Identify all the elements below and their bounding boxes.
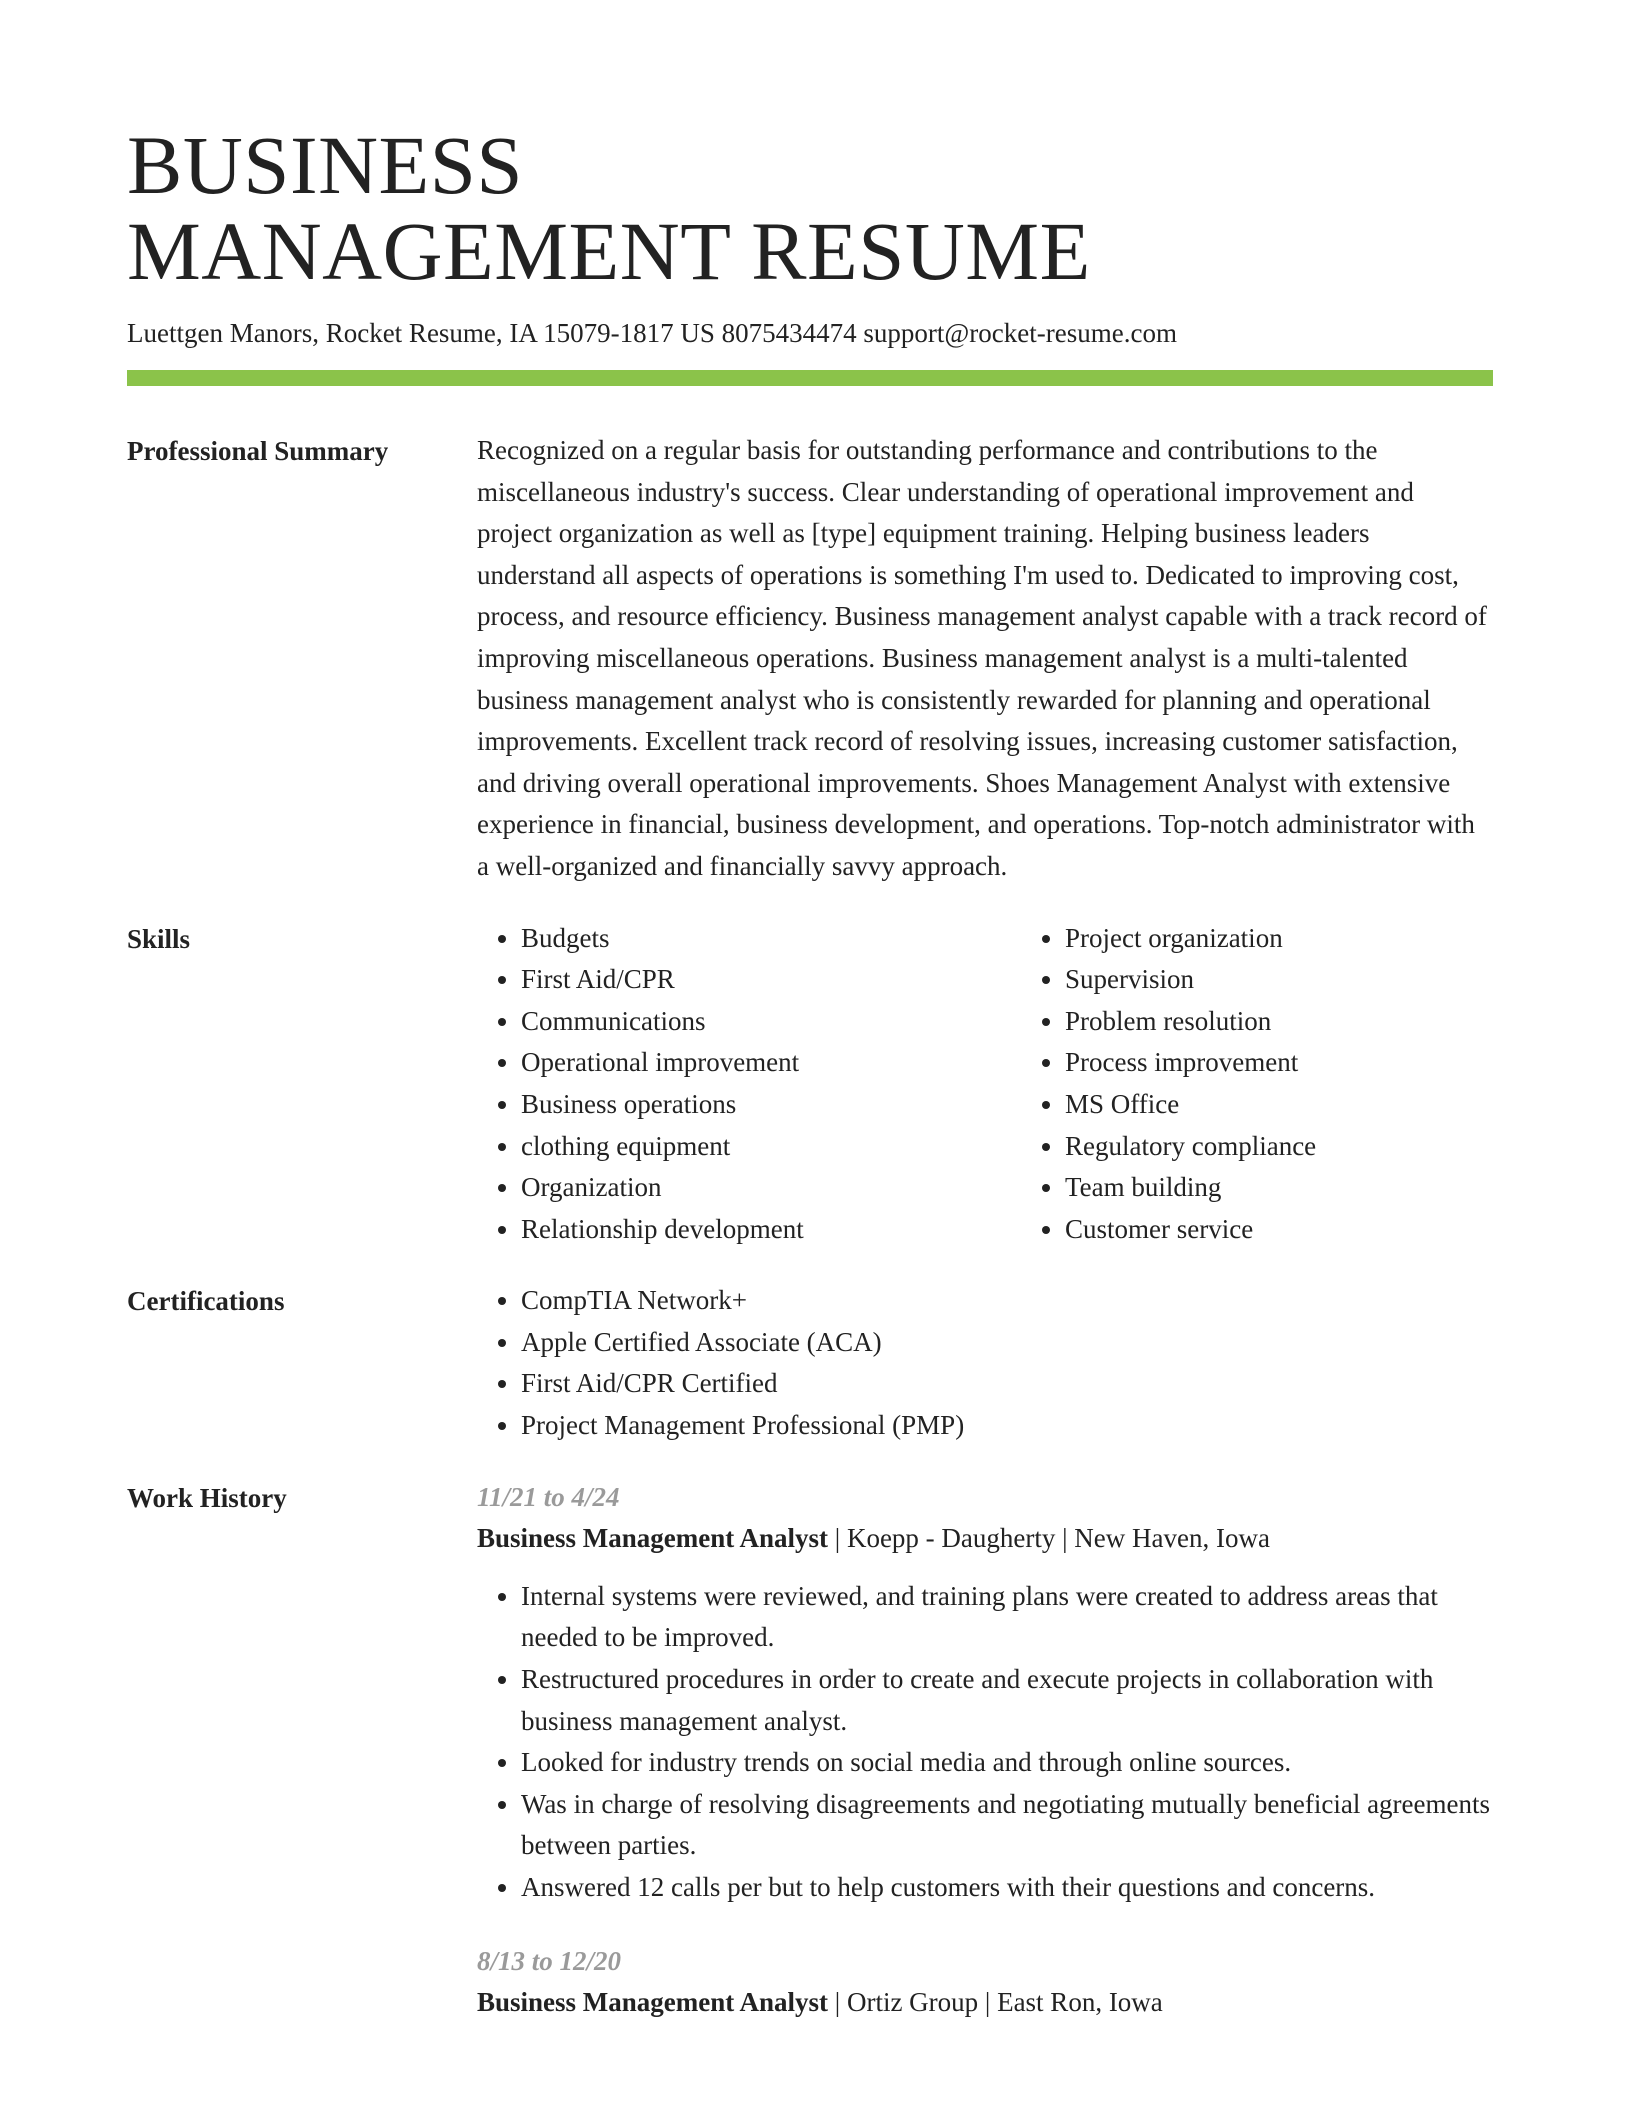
section-label: Professional Summary [127,436,389,466]
resume-title-line-1: BUSINESS [127,119,524,211]
accent-divider [127,370,1493,386]
job-duties-list [477,1576,1493,1909]
list-item: • First Aid/CPR Certified [521,1363,1493,1405]
list-item: • Communications [521,1001,1021,1043]
list-item: • Supervision [1065,959,1565,1001]
list-item: • Problem resolution [1065,1001,1565,1043]
list-item: • Team building [1065,1167,1565,1209]
list-item: • MS Office [1065,1084,1565,1126]
summary-text: Recognized on a regular basis for outstanding performance and contributions to the miscellaneous industry's success. Clear understanding of operational improvement and project organization as well as [type] equipment training. Helping business leaders understand all aspects of operations is something I'm used to. Dedicated to improving cost, process, and resource efficiency. Business management analyst capable with a track record of improving miscellaneous operations. Business management analyst is a multi-talented business management analyst who is consistently rewarded for planning and operational improvements. Excellent track record of resolving issues, increasing customer satisfaction, and driving overall operational improvements. Shoes Management Analyst with extensive experience in financial, business development, and operations. Top-notch administrator with a well-organized and financially savvy approach. [477,435,1487,881]
work-history-section [127,1477,1493,2056]
job-heading [477,1518,1493,1560]
list-item: • Answered 12 calls per but to help customers with their questions and concerns. [521,1867,1493,1909]
resume-title-line-2: MANAGEMENT RESUME [127,205,1091,297]
summary-section [127,430,1493,888]
list-item: • Looked for industry trends on social media and through online sources. [521,1742,1493,1784]
job-dates: 11/21 to 4/24 [477,1481,620,1512]
certifications-list [477,1280,1493,1446]
list-item: • Was in charge of resolving disagreements and negotiating mutually beneficial agreements between parties. [521,1784,1493,1867]
job-employer-location: | Ortiz Group | East Ron, Iowa [828,1987,1163,2018]
resume-header [127,119,1493,386]
skills-section [127,918,1493,1251]
list-item: • Project organization [1065,918,1565,960]
list-item: • Customer service [1065,1209,1565,1251]
job-dates: 8/13 to 12/20 [477,1945,622,1976]
list-item: • Project Management Professional (PMP) [521,1405,1493,1447]
skills-list-right [1021,918,1565,1251]
contact-info: Luettgen Manors, Rocket Resume, IA 15079-1817 US 8075434474 support@rocket-resume.com [127,318,1177,348]
list-item: • Regulatory compliance [1065,1126,1565,1168]
job-entry [477,1477,1493,1909]
list-item: • Business operations [521,1084,1021,1126]
job-employer-location: | Koepp - Daugherty | New Haven, Iowa [828,1523,1270,1554]
list-item: • Restructured procedures in order to create and execute projects in collaboration with business management analyst. [521,1659,1493,1742]
section-label: Skills [127,923,191,954]
job-heading [477,1982,1493,2024]
section-label: Work History [127,1482,287,1513]
job-entry [477,1941,1493,2024]
list-item: • Internal systems were reviewed, and training plans were created to address areas that needed to be improved. [521,1576,1493,1659]
job-title: Business Management Analyst [477,1523,829,1554]
section-label: Certifications [127,1286,285,1317]
list-item: • First Aid/CPR [521,959,1021,1001]
skills-list-left [477,918,1021,1251]
resume-sections [127,430,1493,2086]
list-item: • clothing equipment [521,1126,1021,1168]
certifications-section [127,1280,1493,1446]
list-item: • Operational improvement [521,1042,1021,1084]
job-title: Business Management Analyst [477,1987,829,2018]
list-item: • CompTIA Network+ [521,1280,1493,1322]
list-item: • Process improvement [1065,1042,1565,1084]
list-item: • Budgets [521,918,1021,960]
list-item: • Organization [521,1167,1021,1209]
list-item: • Relationship development [521,1209,1021,1251]
list-item: • Apple Certified Associate (ACA) [521,1322,1493,1364]
